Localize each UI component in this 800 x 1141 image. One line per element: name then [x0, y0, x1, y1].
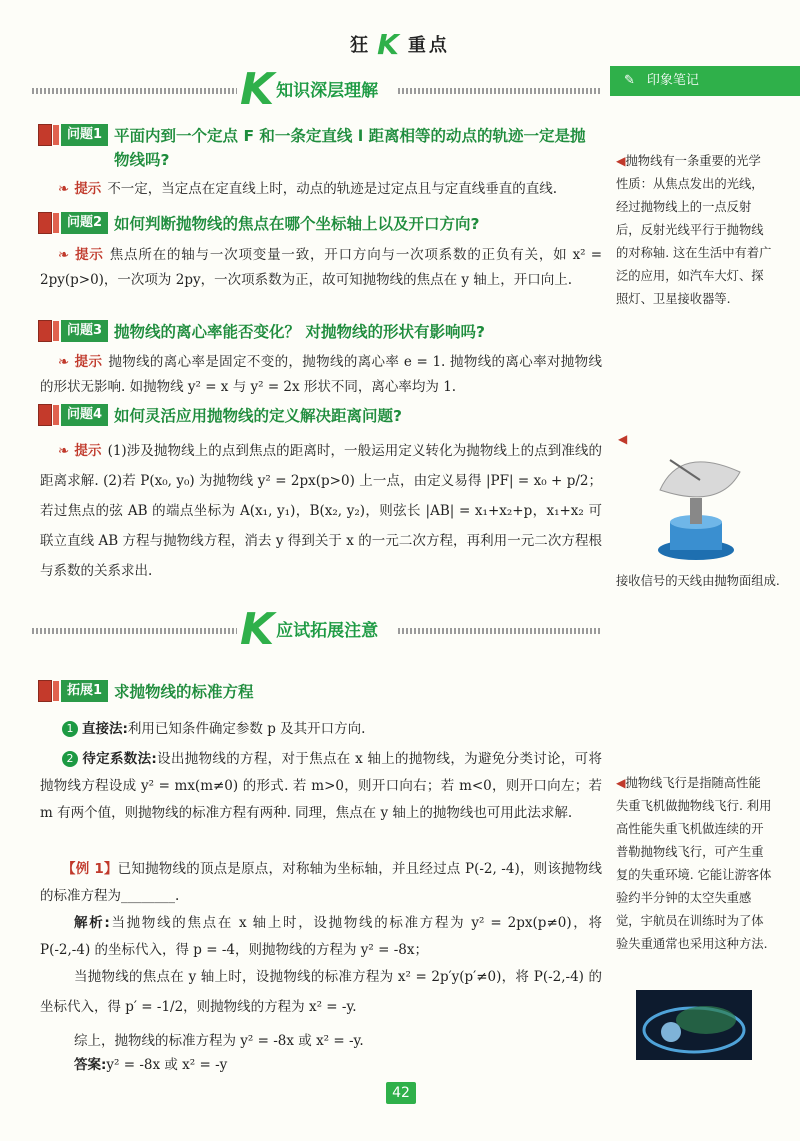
question-1-text: 平面内到一个定点 F 和一条定直线 l 距离相等的动点的轨迹一定是抛物线吗?	[114, 127, 586, 169]
sidebar-note-optics: ◀抛物线有一条重要的光学性质：从焦点发出的光线，经过抛物线上的一点反射后，反射光线平行于抛物线的对称轴. 这在生活中有着广泛的应用，如汽车大灯、探照灯、卫星接收器等.	[616, 154, 772, 306]
solution-summary: 综上，抛物线的标准方程为 y² = -8x 或 x² = -y.	[74, 1033, 364, 1049]
solution-part-2: 当抛物线的焦点在 y 轴上时，设抛物线的标准方程为 x² = 2p′y(p′≠0)，将 P(-2,-4) 的坐标代入，得 p′ = -1/2，则抛物线的方程为 x² = -y.	[40, 969, 602, 1015]
section-divider-right-2	[398, 628, 602, 634]
hint-4: ❧ 提示 (1)涉及抛物线上的点到焦点的距离时，一般运用定义转化为抛物线上的点到准线的距离求解. (2)若 P(x₀, y₀) 为抛物线 y² = 2px(p>0) 上一点，由定义易得 |PF| = x₀ + p/2；若过焦点的弦 AB 的端点坐标为 A(x₁, y₁)，B(x₂, y₂)，则弦长 |AB| = x₁+x₂+p，x₁+x₂ 可联立直线 AB 方程与抛物线方程，消去 y 得到关于 x 的一元二次方程，再利用一元二次方程根与系数的关系求出.	[40, 436, 602, 586]
hint-1: ❧ 提示 不一定，当定点在定直线上时，动点的轨迹是过定点且与定直线垂直的直线.	[58, 177, 598, 202]
answer: 答案:y² = -8x 或 x² = -y	[74, 1057, 228, 1073]
section-divider-left	[32, 88, 237, 94]
notebook-icon: ✎	[624, 73, 635, 88]
hint-3: ❧ 提示 抛物线的离心率是固定不变的，抛物线的离心率 e = 1. 抛物线的离心率对抛物线的形状无影响. 如抛物线 y² = x 与 y² = 2x 形状不同，离心率均为 1.	[40, 350, 602, 400]
section-divider-right	[398, 88, 602, 94]
header-k-logo: K	[377, 28, 402, 61]
hint-2: ❧ 提示 焦点所在的轴与一次项变量一致，开口方向与一次项系数的正负有关，如 x² = 2py(p>0)，一次项为 2py，一次项系数为正，故可知抛物线的焦点在 y 轴上，开口向上.	[40, 243, 602, 293]
space-photo	[636, 990, 752, 1060]
question-2: 问题2 如何判断抛物线的焦点在哪个坐标轴上以及开口方向?	[38, 212, 598, 236]
header-suffix: 重点	[407, 35, 450, 56]
book-icon: 问题3	[38, 320, 108, 342]
section-title-knowledge: K知识深层理解	[240, 64, 379, 115]
satellite-antenna-illustration	[640, 450, 760, 565]
antenna-caption: 接收信号的天线由抛物面组成.	[616, 574, 780, 588]
method-undetermined: 2 待定系数法:设出抛物线的方程，对于焦点在 x 轴上的抛物线，为避免分类讨论，可将抛物线方程设成 y² = mx(m≠0) 的形式. 若 m>0，则开口向右；若 m<0，则开口向左；若 m 有两个值，则抛物线的标准方程有两种. 同理，焦点在 y 轴上的抛物线也可用此法求解.	[40, 751, 602, 821]
book-icon: 问题2	[38, 212, 108, 234]
question-3: 问题3 抛物线的离心率能否变化？ 对抛物线的形状有影响吗?	[38, 320, 598, 344]
section-title-exam: K应试拓展注意	[240, 604, 379, 655]
question-1	[38, 124, 598, 172]
example-1: 【例 1】已知抛物线的顶点是原点，对称轴为坐标轴，并且经过点 P(-2, -4)，则该抛物线的标准方程为________.	[40, 861, 603, 904]
sidebar-marker: ◀	[618, 432, 628, 446]
book-icon: 问题4	[38, 404, 108, 426]
page-header	[0, 28, 800, 61]
header-prefix: 狂	[350, 35, 372, 56]
method-direct: 1 直接法:利用已知条件确定参数 p 及其开口方向.	[62, 716, 602, 743]
sidebar-header: ✎ 印象笔记	[610, 66, 800, 96]
book-icon: 拓展1	[38, 680, 108, 702]
extension-1: 拓展1 求抛物线的标准方程	[38, 680, 598, 704]
sidebar-note-parabolic-flight: ◀抛物线飞行是指随高性能失重飞机做抛物线飞行. 利用高性能失重飞机做连续的开普勒抛物线飞行，可产生重复的失重环境. 它能让游客体验约半分钟的太空失重感觉，宇航员在训练时为了体验失重通常也采用这种方法.	[616, 776, 772, 951]
section-divider-left-2	[32, 628, 237, 634]
page-number: 42	[386, 1082, 416, 1104]
solution-part-1: 解析:当抛物线的焦点在 x 轴上时，设抛物线的标准方程为 y² = 2px(p≠0)，将 P(-2,-4) 的坐标代入，得 p = -4，则抛物线的方程为 y² = -8x；	[40, 915, 602, 958]
question-4: 问题4 如何灵活应用抛物线的定义解决距离问题?	[38, 404, 598, 428]
book-icon: 问题1	[38, 124, 108, 146]
